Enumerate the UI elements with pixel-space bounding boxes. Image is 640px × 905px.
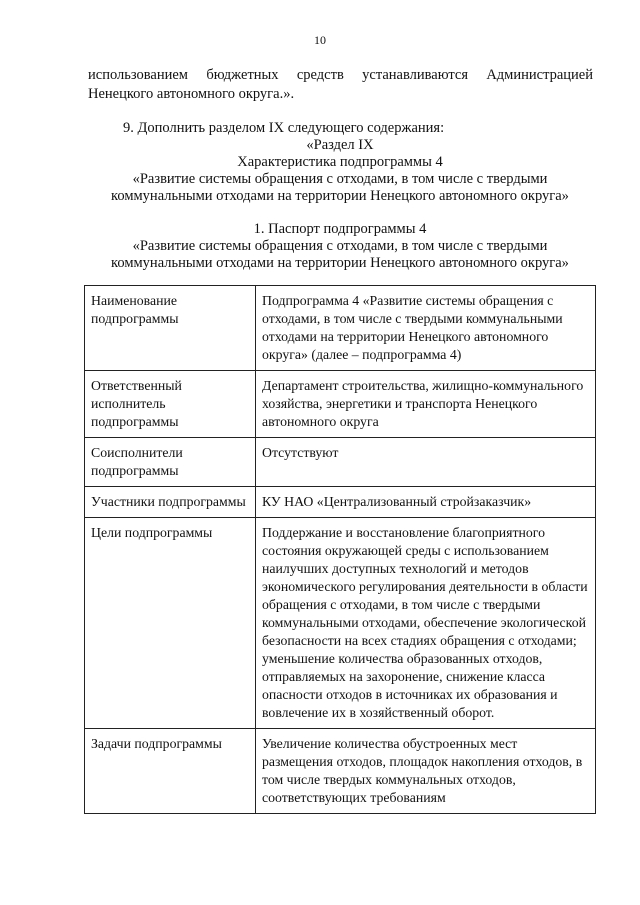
row-value: КУ НАО «Централизованный стройзаказчик»	[256, 487, 596, 518]
row-value: Отсутствуют	[256, 438, 596, 487]
passport-heading: 1. Паспорт подпрограммы 4	[253, 221, 427, 237]
row-value: Поддержание и восстановление благоприятного состояния окружающей среды с использованием наилучших доступных технологий и методов экономического регулирования деятельности в области обращения с отходами, в том числе с твердыми коммунальными отходами, обеспечение экологической безопасности на всех стадиях обращения с отходами; уменьшение количества образованных отходов, отправляемых на захоронение, снижение класса опасности отходов в источниках их образования и вовлечение их в хозяйственный оборот.	[256, 518, 596, 729]
table-row	[85, 518, 596, 729]
row-label: Цели подпрограммы	[85, 518, 256, 729]
item-9: 9. Дополнить разделом IX следующего содержания:	[123, 120, 445, 136]
table-row	[85, 729, 596, 814]
row-label: Соисполнители подпрограммы	[85, 438, 256, 487]
intro-line-1: использованием бюджетных средств устанавливаются Администрацией	[88, 67, 593, 83]
row-value: Департамент строительства, жилищно-коммунального хозяйства, энергетики и транспорта Ненецкого автономного округа	[256, 371, 596, 438]
row-value: Увеличение количества обустроенных мест размещения отходов, площадок накопления отходов, в том числе твердых коммунальных отходов, соответствующих требованиям	[256, 729, 596, 814]
page-number: 10	[314, 33, 326, 47]
table-row	[85, 438, 596, 487]
section-name-line-1: «Развитие системы обращения с отходами, в том числе с твердыми	[132, 171, 548, 187]
passport-name-line-2: коммунальными отходами на территории Ненецкого автономного округа»	[111, 255, 569, 271]
passport-table	[84, 285, 596, 814]
row-label: Участники подпрограммы	[85, 487, 256, 518]
row-label: Наименование подпрограммы	[85, 286, 256, 371]
row-label: Задачи подпрограммы	[85, 729, 256, 814]
table-row	[85, 487, 596, 518]
table-row	[85, 286, 596, 371]
row-label: Ответственный исполнитель подпрограммы	[85, 371, 256, 438]
intro-line-2: Ненецкого автономного округа.».	[88, 86, 295, 102]
table-row	[85, 371, 596, 438]
section-title: «Раздел IX	[306, 137, 374, 153]
section-name-line-2: коммунальными отходами на территории Ненецкого автономного округа»	[111, 188, 569, 204]
row-value: Подпрограмма 4 «Развитие системы обращения с отходами, в том числе с твердыми коммунальными отходами на территории Ненецкого автономного округа» (далее – подпрограмма 4)	[256, 286, 596, 371]
section-subtitle: Характеристика подпрограммы 4	[237, 154, 443, 170]
passport-name-line-1: «Развитие системы обращения с отходами, в том числе с твердыми	[132, 238, 548, 254]
